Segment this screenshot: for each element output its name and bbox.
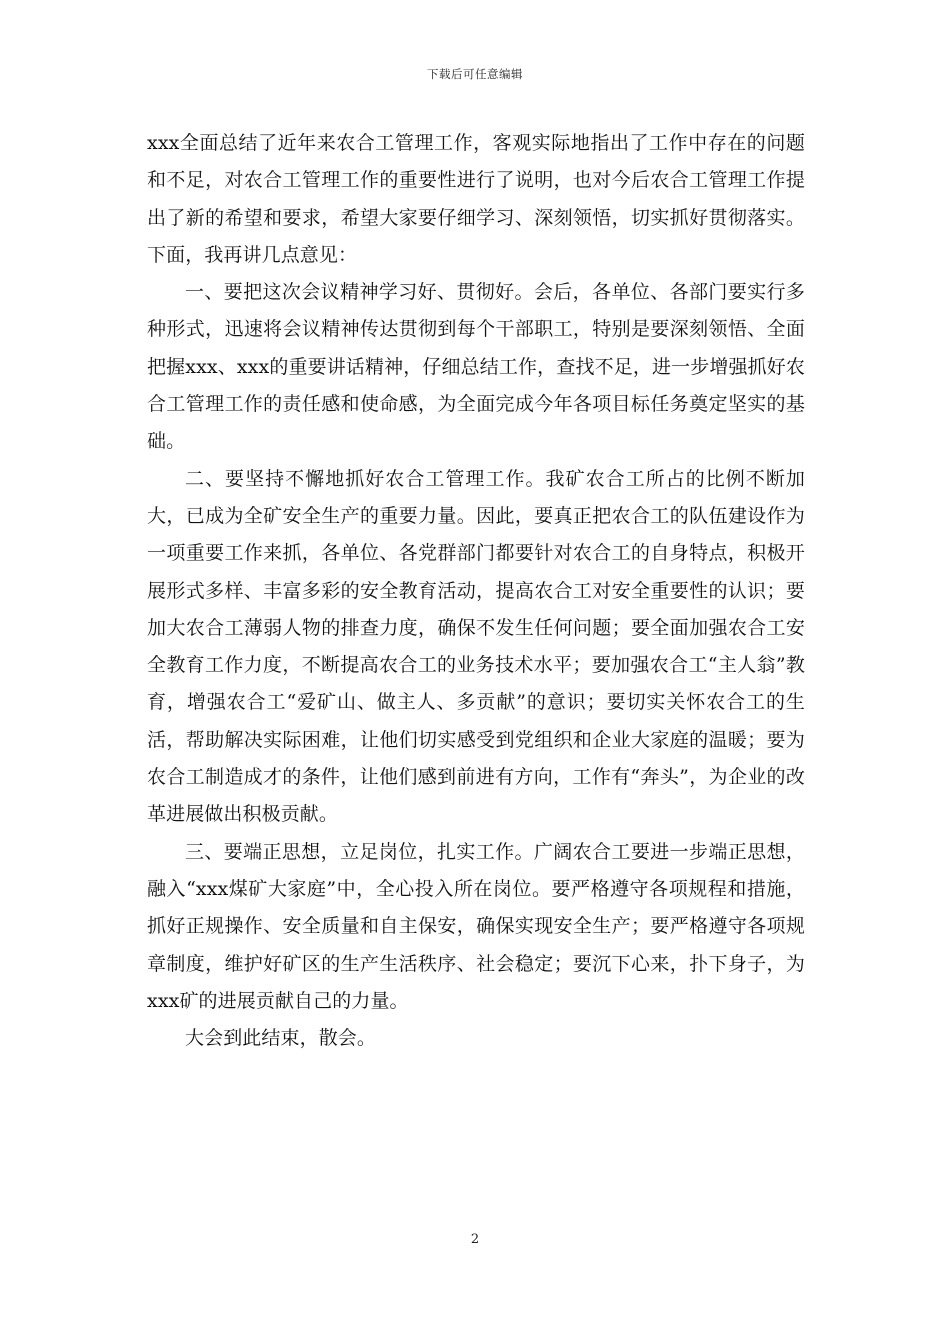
paragraph-closing: 大会到此结束，散会。 xyxy=(185,1027,377,1050)
document-body xyxy=(147,125,805,1057)
page-number: 2 xyxy=(470,1232,480,1247)
paragraph-intro: xxx全面总结了近年来农合工管理工作，客观实际地指出了工作中存在的问题和不足，对农合工管理工作的重要性进行了说明，也对今后农合工管理工作提出了新的希望和要求，希望大家要仔细学习、深刻领悟，切实抓好贯彻落实。下面，我再讲几点意见： xyxy=(147,132,805,266)
paragraph-point-three: 三、要端正思想，立足岗位，扎实工作。广阔农合工要进一步端正思想，融入“xxx煤矿大家庭”中，全心投入所在岗位。要严格遵守各项规程和措施，抓好正规操作、安全质量和自主保安，确保实现安全生产；要严格遵守各项规章制度，维护好矿区的生产生活秩序、社会稳定；要沉下心来，扑下身子，为xxx矿的进展贡献自己的力量。 xyxy=(147,840,805,1012)
paragraph-point-one: 一、要把这次会议精神学习好、贯彻好。会后，各单位、各部门要实行多种形式，迅速将会议精神传达贯彻到每个干部职工，特别是要深刻领悟、全面把握xxx、xxx的重要讲话精神，仔细总结工作，查找不足，进一步增强抓好农合工管理工作的责任感和使命感，为全面完成今年各项目标任务奠定坚实的基础。 xyxy=(147,281,805,453)
paragraph-point-two: 二、要坚持不懈地抓好农合工管理工作。我矿农合工所占的比例不断加大，已成为全矿安全生产的重要力量。因此，要真正把农合工的队伍建设作为一项重要工作来抓，各单位、各党群部门都要针对农合工的自身特点，积极开展形式多样、丰富多彩的安全教育活动，提高农合工对安全重要性的认识；要加大农合工薄弱人物的排查力度，确保不发生任何问题；要全面加强农合工安全教育工作力度，不断提高农合工的业务技术水平；要加强农合工“主人翁”教育，增强农合工“爱矿山、做主人、多贡献”的意识；要切实关怀农合工的生活，帮助解决实际困难，让他们切实感受到党组织和企业大家庭的温暖；要为农合工制造成才的条件，让他们感到前进有方向，工作有“奔头”，为企业的改革进展做出积极贡献。 xyxy=(147,467,805,826)
page-header-note: 下载后可任意编辑 xyxy=(427,67,523,81)
